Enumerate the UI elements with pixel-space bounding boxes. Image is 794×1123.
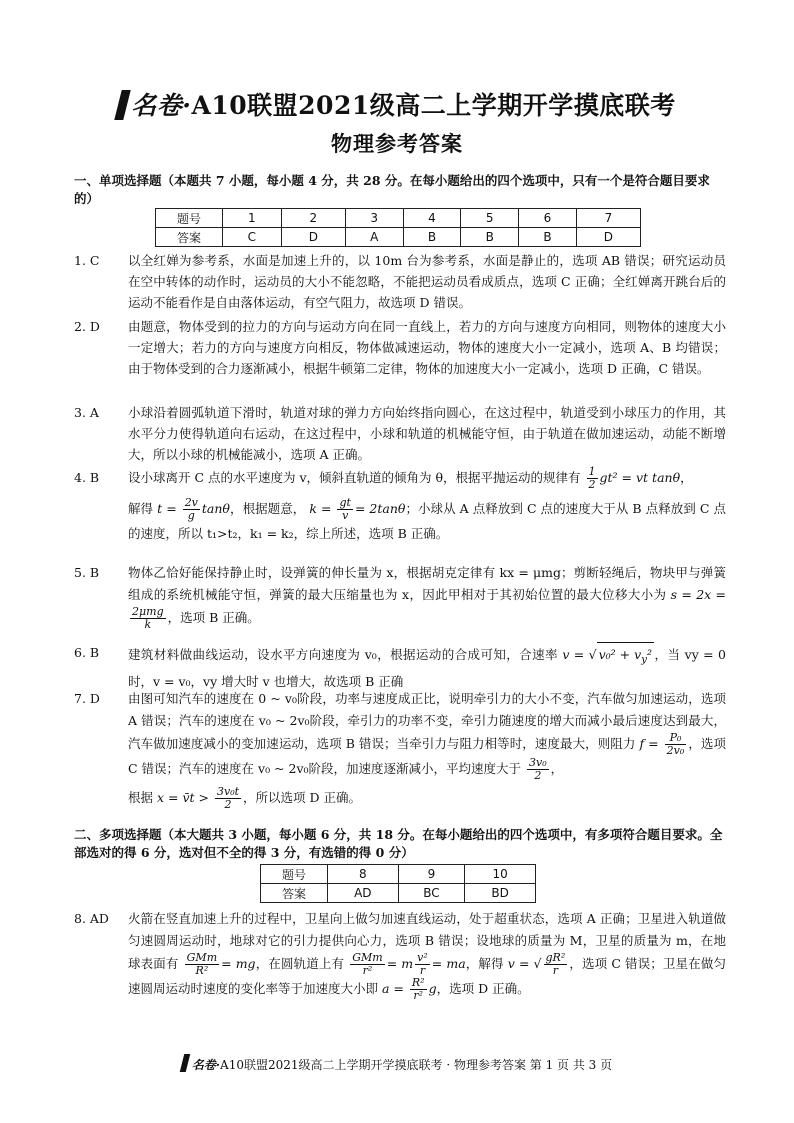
item-text: 建筑材料做曲线运动，设水平方向速度为 v₀，根据运动的合成可知，合速率 v = √ $v_0^2 + v_y^2$ ，当 vy = 0 时，v = v₀，vy 增大时 v 也增大，故选项 B 正确 — [128, 642, 726, 693]
table-cell: B — [403, 228, 461, 247]
answer-item-7 — [74, 688, 726, 811]
formula-fraction: $\frac{2v}{g}$ — [184, 496, 198, 522]
item-text: 物体乙恰好能保持静止时，设弹簧的伸长量为 x，根据胡克定律有 kx = μmg；剪断轻绳后，物块甲与弹簧组成的系统机械能守恒，弹簧的最大压缩量也为 x，因此甲相对于其初始位置的最大位移大小为 s = 2x = $\frac{\text{2μmg}}{k}$ ，选项 B 正确。 — [128, 565, 726, 631]
page-footer — [0, 1054, 794, 1073]
brand-bar-icon — [115, 90, 131, 120]
brand-text: 名卷· — [191, 1058, 221, 1072]
brand-logo — [118, 86, 191, 122]
text-span: ；小球从 A 点释放到 C 点的速度大于从 B 点释放到 C 点的速度，所以 t₁>t₂，k₁ = k₂，综上所述，选项 B 正确。 — [128, 501, 726, 541]
page-title — [0, 86, 794, 122]
table-header-row — [261, 865, 536, 884]
table-cell: 4 — [403, 209, 461, 228]
text-span: ，所以选项 D 正确。 — [243, 790, 362, 805]
answer-item-4 — [74, 466, 726, 546]
text-span: ，选项 D 正确。 — [436, 981, 530, 996]
formula-fraction: $\frac{\text{gR²}}{r}$ — [545, 951, 566, 977]
formula-fraction: $\frac{\text{3v₀t}}{2}$ — [216, 785, 240, 811]
table-row-label: 答案 — [156, 228, 223, 247]
text-span: 物体乙恰好能保持静止时，设弹簧的伸长量为 x，根据胡克定律有 kx = μmg；剪断轻绳后，物块甲与弹簧组成的系统机械能守恒，弹簧的最大压缩量也为 x，因此甲相对于其初始位置的最大位移大小为 — [128, 565, 726, 602]
table-header-row — [156, 209, 641, 228]
text-span: 解得 — [128, 501, 154, 516]
text-span: 建筑材料做曲线运动，设水平方向速度为 v₀，根据运动的合成可知，合速率 — [128, 647, 558, 662]
table-answer-row — [261, 884, 536, 903]
formula-fraction: $\frac{gt}{v}$ — [339, 496, 351, 522]
item-number: 1. C — [74, 253, 100, 268]
item-text: 根据 x = v̄t > $\frac{\text{3v₀t}}{2}$ ，所以选项 D 正确。 — [128, 785, 362, 811]
table-cell: 5 — [461, 209, 519, 228]
item-text: 设小球离开 C 点的水平速度为 v，倾斜直轨道的倾角为 θ，根据平抛运动的规律有 $\frac{1}{2}$ gt² = vt tanθ， — [128, 465, 693, 491]
page-subtitle: 物理参考答案 — [331, 131, 463, 156]
table-cell: 8 — [328, 865, 399, 884]
table-cell: 6 — [519, 209, 577, 228]
formula-fraction: $\frac{\text{3v₀}}{2}$ — [529, 756, 547, 782]
section2-heading: 二、多项选择题（本大题共 3 小题，每小题 6 分，共 18 分。在每小题给出的四个选项中，有多项符合题目要求。全部选对的得 6 分，选对但不全的得 3 分，有选错的得 0 分） — [74, 827, 723, 860]
footer-text: A10联盟2021级高二上学期开学摸底联考 · 物理参考答案 第 1 页 共 3 页 — [220, 1058, 613, 1072]
table-row-label: 题号 — [261, 865, 328, 884]
table-cell: A — [345, 228, 403, 247]
item-number: 3. A — [74, 405, 99, 420]
text-span: ，选项 C 错误；汽车的速度在 v₀ ~ 2v₀阶段，加速度逐渐减小，平均速度大于 — [128, 736, 726, 776]
text-span: 设小球离开 C 点的水平速度为 v，倾斜直轨道的倾角为 θ，根据平抛运动的规律有 — [128, 470, 581, 485]
table-cell: B — [461, 228, 519, 247]
item-number: 5. B — [74, 565, 100, 580]
item-number: 4. B — [74, 470, 100, 485]
text-span: ，根据题意， — [229, 501, 306, 516]
item-text: 火箭在竖直加速上升的过程中，卫星向上做匀加速直线运动，处于超重状态，选项 A 正确；卫星进入轨道做匀速圆周运动时，地球对它的引力提供向心力，选项 B 错误；设地球的质量为 M，卫星的质量为 m，在地球表面有 $\frac{\text{GMm}}{\text{R²}}$ = mg，在圆轨道上有 $\frac{\text{GMm}}{\text{r²}}$ = m $\frac{\text{v²}}{r}$ = ma，解得 v = √ $\frac{\text{gR²}}{r}$ ，选项 C 错误；卫星在做匀速圆周运动时速度的变化率等于加速度大小即 a = $\frac{\text{R²}}{\text{r²}}$ g，选项 D 正确。 — [128, 911, 726, 1002]
answer-item-6 — [74, 642, 726, 693]
table-cell: AD — [328, 884, 399, 903]
text-span: 根据 — [128, 790, 154, 805]
text-span: ，选项 B 正确。 — [167, 610, 260, 625]
formula-fraction: $\frac{1}{2}$ — [588, 465, 596, 491]
item-text: 小球沿着圆弧轨道下滑时，轨道对球的弹力方向始终指向圆心，在这过程中，轨道受到小球压力的作用，其水平分力使得轨道向右运动，在这过程中，小球和轨道的机械能守恒，由于轨道在做加速运动，动能不断增大，所以小球的机械能减小，选项 A 正确。 — [128, 405, 726, 462]
text-span: 火箭在竖直加速上升的过程中，卫星向上做匀加速直线运动，处于超重状态，选项 A 正确；卫星进入轨道做匀速圆周运动时，地球对它的引力提供向心力，选项 B 错误；设地球的质量为 M，卫星的质量为 m，在地球表面有 — [128, 911, 726, 971]
table-cell: 9 — [398, 865, 465, 884]
answer-item-1 — [74, 250, 726, 313]
answer-item-8 — [74, 908, 726, 1002]
table-cell: C — [223, 228, 282, 247]
formula-fraction: $\frac{\text{2μmg}}{k}$ — [132, 605, 164, 631]
section2-answer-table — [260, 864, 536, 903]
answer-item-3 — [74, 402, 726, 465]
formula-fraction: $\frac{\text{P₀}}{\text{2v₀}}$ — [666, 731, 685, 757]
formula-fraction: $\frac{\text{GMm}}{\text{R²}}$ — [186, 951, 218, 977]
item-text: 由图可知汽车的速度在 0 ~ v₀阶段，功率与速度成正比，说明牵引力的大小不变，汽车做匀加速运动，选项 A 错误；汽车的速度在 v₀ ~ 2v₀阶段，牵引力的功率不变，牵引力随速度的增大而减小最后速度达到最大，汽车做加速度减小的变加速运动，选项 B 错误；当牵引力与阻力相等时，速度最大，则阻力 f = $\frac{\text{P₀}}{\text{2v₀}}$ ，选项 C 错误；汽车的速度在 v₀ ~ 2v₀阶段，加速度逐渐减小，平均速度大于 $\frac{\text{3v₀}}{2}$ ， — [128, 691, 726, 782]
text-span: ，选项 C 错误；卫星在做匀速圆周运动时速度的变化率等于加速度大小即 — [128, 956, 726, 996]
table-row-label: 题号 — [156, 209, 223, 228]
title-text: A10联盟2021级高二上学期开学摸底联考 — [191, 91, 676, 120]
answer-item-2 — [74, 316, 726, 379]
table-cell: BD — [465, 884, 536, 903]
text-span: ，解得 — [465, 956, 504, 971]
table-row-label: 答案 — [261, 884, 328, 903]
table-answer-row — [156, 228, 641, 247]
table-cell: 7 — [576, 209, 640, 228]
item-number: 7. D — [74, 691, 100, 706]
table-cell: BC — [398, 884, 465, 903]
formula-fraction: $\frac{\text{v²}}{r}$ — [417, 951, 428, 977]
table-cell: 1 — [223, 209, 282, 228]
brand-bar-icon — [180, 1054, 190, 1072]
table-cell: 3 — [345, 209, 403, 228]
text-span: 由图可知汽车的速度在 0 ~ v₀阶段，功率与速度成正比，说明牵引力的大小不变，汽车做匀加速运动，选项 A 错误；汽车的速度在 v₀ ~ 2v₀阶段，牵引力的功率不变，牵引力随速度的增大而减小最后速度达到最大，汽车做加速度减小的变加速运动，选项 B 错误；当牵引力与阻力相等时，速度最大，则阻力 — [128, 691, 726, 751]
footer-brand-logo — [182, 1054, 220, 1073]
answer-item-5 — [74, 562, 726, 631]
text-span: ，当 vy = 0 时，v = v₀，vy 增大时 v 也增大，故选项 B 正确 — [128, 647, 726, 689]
item-number: 2. D — [74, 319, 100, 334]
text-span: ，在圆轨道上有 — [255, 956, 345, 971]
table-cell: 2 — [281, 209, 345, 228]
item-text: 以全红婵为参考系，水面是加速上升的，以 10m 台为参考系，水面是静止的，选项 AB 错误；研究运动员在空中转体的动作时，运动员的大小不能忽略，不能把运动员看成质点，选项 C 正确；全红婵离开跳台后的运动不能看作是自由落体运动，有空气阻力，故选项 D 错误。 — [128, 253, 726, 310]
formula-fraction: $\frac{\text{GMm}}{\text{r²}}$ — [352, 951, 383, 977]
table-cell: D — [576, 228, 640, 247]
item-text: 解得 t = $\frac{2v}{g}$ tanθ，根据题意， k = $\frac{gt}{v}$ = 2tanθ；小球从 A 点释放到 C 点的速度大于从 B 点释放到 C 点的速度，所以 t₁>t₂，k₁ = k₂，综上所述，选项 B 正确。 — [128, 496, 726, 541]
formula-fraction: $\frac{\text{R²}}{\text{r²}}$ — [411, 976, 425, 1002]
brand-text: 名卷· — [131, 91, 192, 120]
item-number: 8. AD — [74, 911, 109, 926]
table-cell: D — [281, 228, 345, 247]
section1-answer-table — [155, 208, 641, 247]
table-cell: B — [519, 228, 577, 247]
item-number: 6. B — [74, 645, 100, 660]
item-text: 由题意，物体受到的拉力的方向与运动方向在同一直线上，若力的方向与速度方向相同，则物体的速度大小一定增大；若力的方向与速度方向相反，物体做减速运动，物体的速度大小一定减小，选项 A、B 均错误；由于物体受到的合力逐渐减小，根据牛顿第二定律，物体的加速度大小一定减小，选项 D 正确，C 错误。 — [128, 319, 726, 376]
section1-heading: 一、单项选择题（本题共 7 小题，每小题 4 分，共 28 分。在每小题给出的四个选项中，只有一个是符合题目要求的） — [74, 173, 710, 206]
table-cell: 10 — [465, 865, 536, 884]
